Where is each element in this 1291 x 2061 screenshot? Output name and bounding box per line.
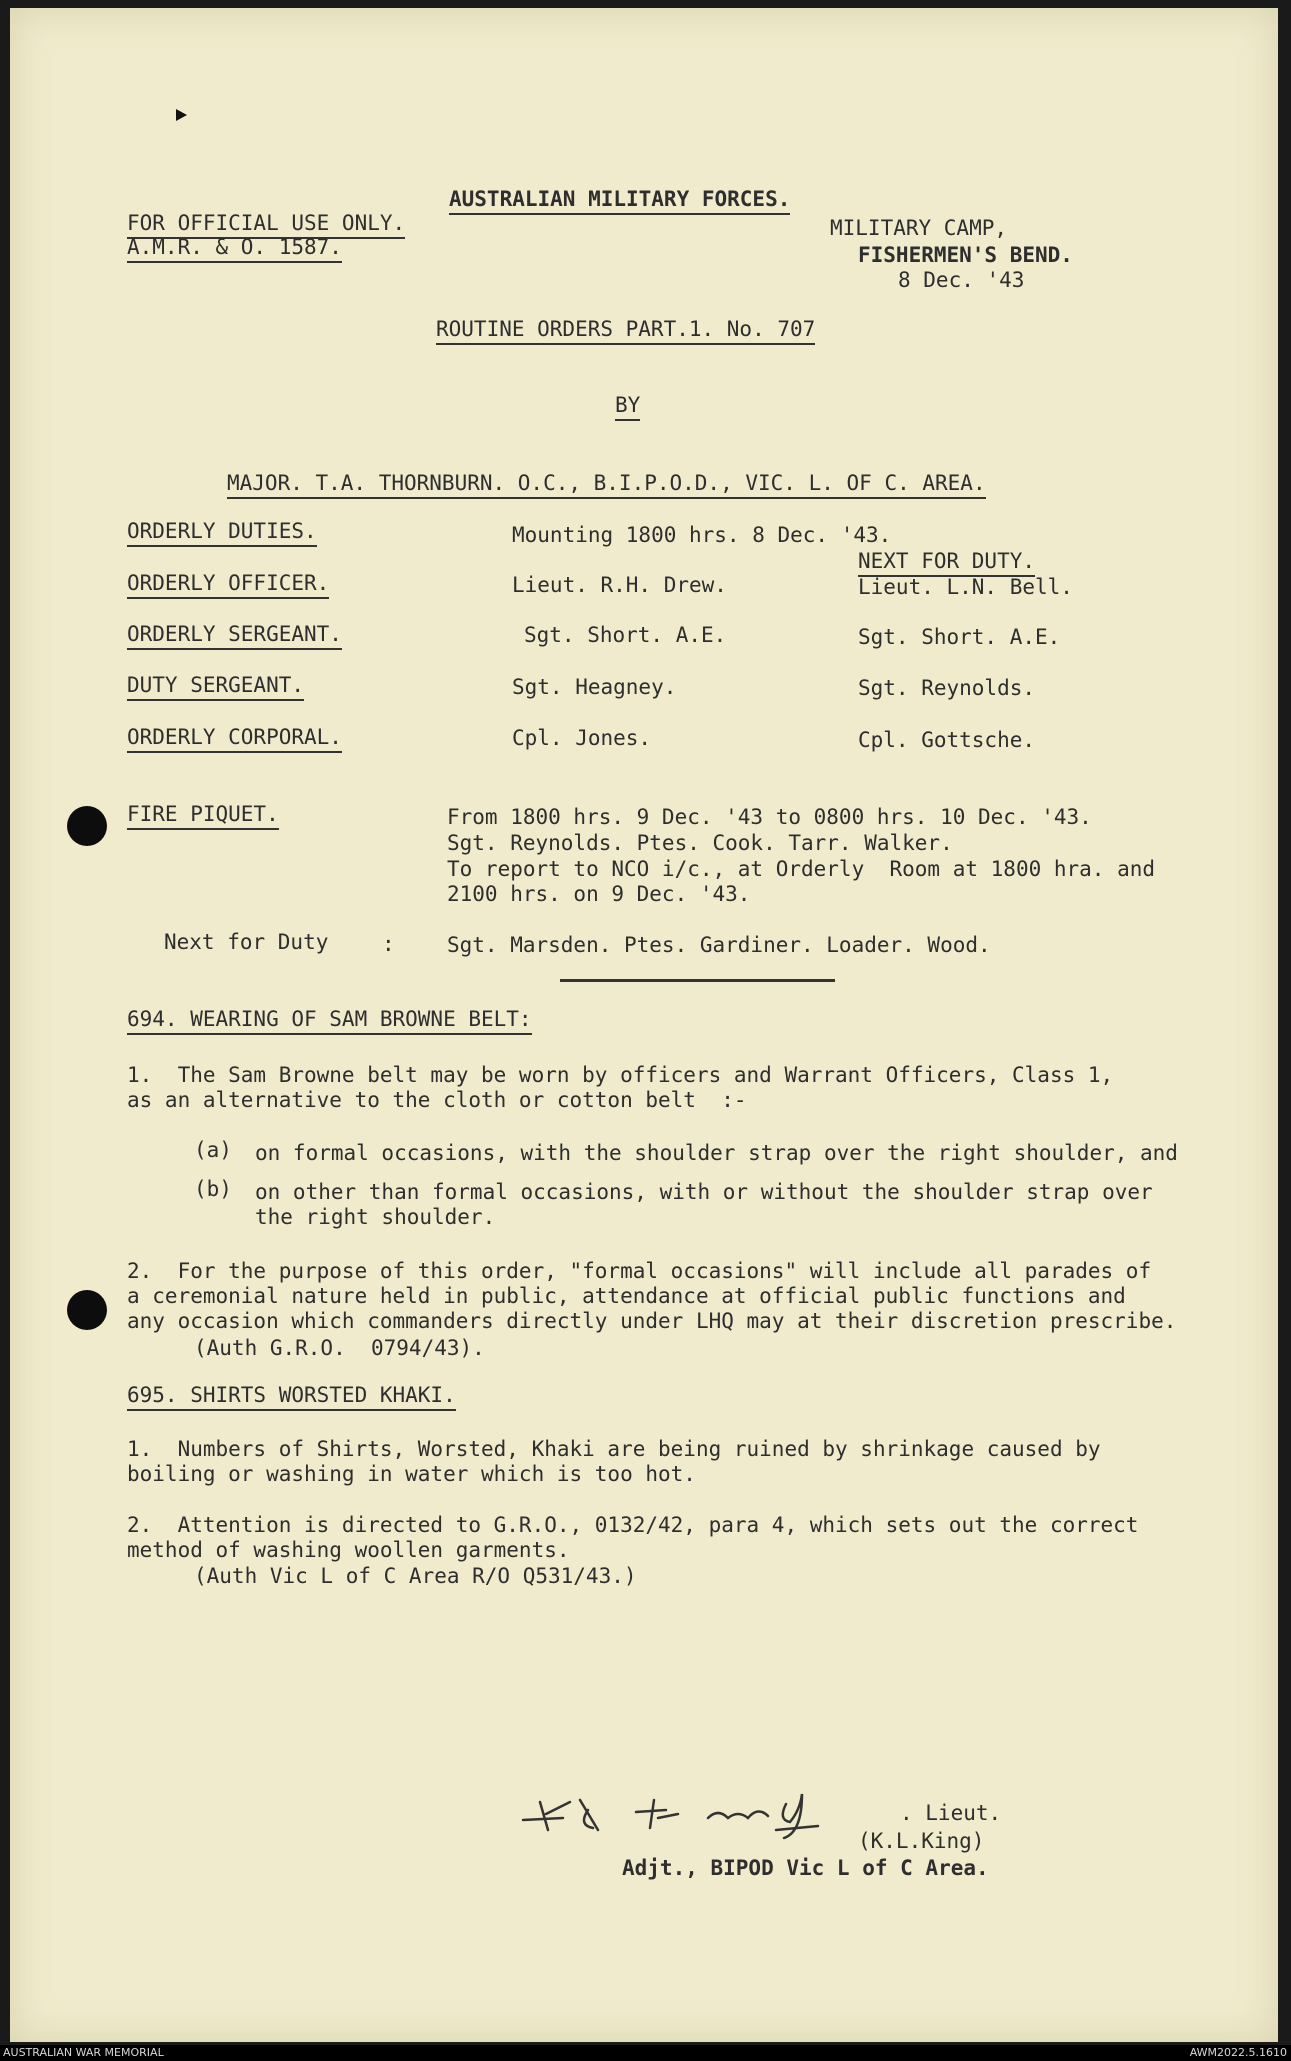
order-695-p1-line: 1. Numbers of Shirts, Worsted, Khaki are being ruined by shrinkage caused by: [127, 1437, 1101, 1461]
duty-row-current: Sgt. Heagney.: [512, 675, 677, 699]
issuer: MAJOR. T.A. THORNBURN. O.C., B.I.P.O.D., VIC. L. OF C. AREA.: [227, 470, 986, 499]
order-695-auth: (Auth Vic L of C Area R/O Q531/43.): [194, 1564, 637, 1588]
duty-row-next: Cpl. Gottsche.: [858, 728, 1036, 752]
duty-row-next: Lieut. L.N. Bell.: [858, 575, 1073, 599]
order-694-p1-line: as an alternative to the cloth or cotton belt :-: [127, 1088, 747, 1112]
mounting-time: Mounting 1800 hrs. 8 Dec. '43.: [512, 523, 892, 547]
section-divider: [560, 979, 835, 982]
order-695-p2-line: method of washing woollen garments.: [127, 1538, 570, 1562]
signature-position: Adjt., BIPOD Vic L of C Area.: [622, 1856, 989, 1880]
signature-rank: . Lieut.: [900, 1801, 1002, 1825]
fire-piquet-line: From 1800 hrs. 9 Dec. '43 to 0800 hrs. 10 Dec. '43.: [447, 805, 1092, 829]
orderly-duties-label: ORDERLY DUTIES.: [127, 518, 317, 547]
fire-piquet-line: To report to NCO i/c., at Orderly Room at 1800 hra. and: [447, 857, 1156, 881]
punch-hole-top: [67, 806, 107, 846]
order-695-p2-line: 2. Attention is directed to G.R.O., 0132/42, para 4, which sets out the correct: [127, 1513, 1139, 1537]
order-694-p1-line: 1. The Sam Browne belt may be worn by officers and Warrant Officers, Class 1,: [127, 1063, 1114, 1087]
order-694-item-a: on formal occasions, with the shoulder strap over the right shoulder, and: [255, 1141, 1178, 1165]
order-695-heading: 695. SHIRTS WORSTED KHAKI.: [127, 1382, 456, 1411]
document-date: 8 Dec. '43: [898, 268, 1025, 292]
duty-row-label: ORDERLY OFFICER.: [127, 570, 329, 599]
location-line2: FISHERMEN'S BEND.: [858, 243, 1073, 267]
archive-footer: [0, 2045, 1291, 2061]
fire-piquet-line: Sgt. Reynolds. Ptes. Cook. Tarr. Walker.: [447, 831, 953, 855]
order-694-item-b-line: on other than formal occasions, with or without the shoulder strap over: [255, 1180, 1153, 1204]
handwritten-signature: [518, 1780, 898, 1840]
order-694-item-a-marker: (a): [194, 1138, 232, 1162]
by-label: BY: [615, 392, 640, 421]
order-694-p2-line: 2. For the purpose of this order, "formal occasions" will include all parades of: [127, 1259, 1152, 1283]
footer-right: AWM2022.5.1610: [1189, 2046, 1287, 2059]
next-for-duty-separator: :: [382, 932, 395, 956]
footer-left: AUSTRALIAN WAR MEMORIAL: [3, 2046, 164, 2059]
next-for-duty-value: Sgt. Marsden. Ptes. Gardiner. Loader. Wood.: [447, 933, 991, 957]
order-694-item-b-marker: (b): [194, 1177, 232, 1201]
location-line1: MILITARY CAMP,: [830, 216, 1008, 240]
classification: FOR OFFICIAL USE ONLY.: [127, 210, 405, 239]
order-695-p1-line: boiling or washing in water which is too hot.: [127, 1462, 696, 1486]
reference: A.M.R. & O. 1587.: [127, 234, 342, 263]
next-for-duty-label: Next for Duty: [164, 930, 329, 954]
fire-piquet-line: 2100 hrs. on 9 Dec. '43.: [447, 882, 751, 906]
duty-row-label: DUTY SERGEANT.: [127, 672, 304, 701]
signature-name: (K.L.King): [858, 1829, 985, 1853]
order-694-item-b-line: the right shoulder.: [255, 1205, 496, 1229]
order-694-auth: (Auth G.R.O. 0794/43).: [194, 1336, 485, 1360]
duty-row-current: Cpl. Jones.: [512, 726, 652, 750]
duty-row-label: ORDERLY CORPORAL.: [127, 724, 342, 753]
order-694-p2-line: a ceremonial nature held in public, attendance at official public functions and: [127, 1284, 1126, 1308]
order-694-heading: 694. WEARING OF SAM BROWNE BELT:: [127, 1006, 532, 1035]
next-for-duty-header: NEXT FOR DUTY.: [858, 548, 1035, 577]
duty-row-next: Sgt. Short. A.E.: [858, 625, 1061, 649]
duty-row-label: ORDERLY SERGEANT.: [127, 621, 342, 650]
orders-title: ROUTINE ORDERS PART.1. No. 707: [436, 316, 815, 345]
punch-hole-bottom: [67, 1290, 107, 1330]
duty-row-current: Sgt. Short. A.E.: [524, 623, 727, 647]
flag-mark: [176, 109, 187, 121]
order-694-p2-line: any occasion which commanders directly under LHQ may at their discretion prescribe.: [127, 1309, 1177, 1333]
document-title: AUSTRALIAN MILITARY FORCES.: [449, 186, 790, 215]
fire-piquet-label: FIRE PIQUET.: [127, 801, 279, 830]
duty-row-current: Lieut. R.H. Drew.: [512, 573, 727, 597]
duty-row-next: Sgt. Reynolds.: [858, 676, 1036, 700]
